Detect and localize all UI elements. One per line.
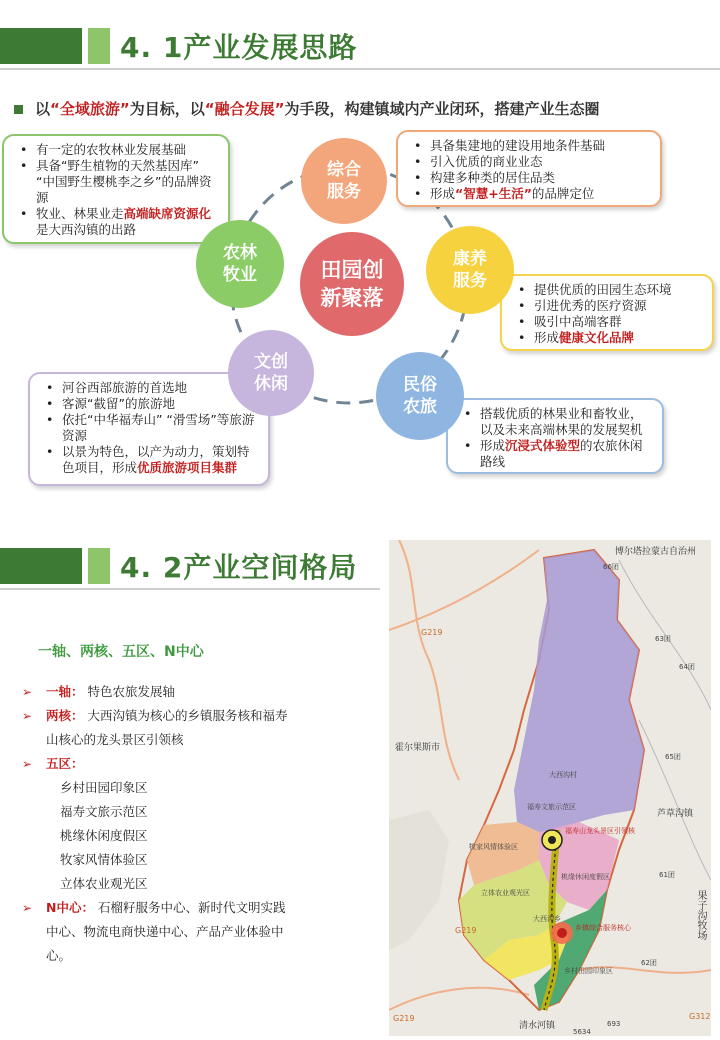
header-block-dark [0, 548, 82, 584]
map-label-horgos: 霍尔果斯市 [395, 743, 441, 753]
axis-row: ➢ 一轴： 特色农旅发展轴 [22, 680, 292, 704]
subtitle-highlight-2: “融合发展” [204, 100, 285, 118]
map-label-62tuan: 62团 [641, 959, 657, 967]
node-kangyang: 康养 服务 [426, 226, 514, 314]
zone-item: 立体农业观光区 [60, 876, 148, 891]
box-zonghe [396, 130, 662, 207]
zonghe-item-2: • 引入优质的商业业态 [412, 154, 650, 170]
map-label-g219-mid: G219 [455, 926, 477, 935]
zone-item: 桃缘休闲度假区 [60, 828, 148, 843]
section2-heading: 一轴、两核、五区、N中心 [38, 644, 204, 660]
map-label-g312: G312 [689, 1012, 711, 1021]
zone-item: 乡村田园印象区 [60, 780, 148, 795]
subtitle-text-2: 为目标，以 [129, 100, 205, 118]
node-minsu: 民俗 农旅 [376, 352, 464, 440]
map-label-5634: 5634 [573, 1028, 591, 1036]
zone-item: 牧家风情体验区 [60, 852, 148, 867]
map-label-g219-south: G219 [393, 1014, 415, 1023]
map-label-tianyuan: 乡村田园印象区 [564, 967, 613, 975]
box-kangyang [500, 274, 714, 351]
map-label-g219-north: G219 [421, 628, 443, 637]
map-label-bortala: 博尔塔拉蒙古自治州 [615, 547, 697, 557]
core-row: ➢ 两核： 大西沟镇为核心的乡镇服务核和福寿山核心的龙头景区引领核 [22, 704, 292, 752]
wenchuang-item-3: • 依托“中华福寿山” “滑雪场”等旅游资源 [44, 412, 258, 444]
map-label-guozigou: 果子沟牧场 [695, 890, 706, 940]
node-wenchuang: 文创 休闲 [228, 330, 314, 416]
arrow-bullet-icon: ➢ [22, 901, 33, 915]
wenchuang-item-4: • 以景为特色，以产为动力，策划特色项目，形成优质旅游项目集群 [44, 444, 258, 476]
map-label-693: 693 [607, 1020, 621, 1028]
map-label-64tuan: 64团 [679, 663, 695, 671]
center-row: ➢ N中心： 石榴籽服务中心、新时代文明实践中心、物流电商快递中心、产品产业体验中心。 [22, 896, 292, 968]
arrow-bullet-icon: ➢ [22, 709, 33, 723]
map-label-liti: 立体农业观光区 [481, 889, 530, 897]
map-label-fushou: 福寿文旅示范区 [527, 803, 576, 811]
spatial-structure-list [22, 680, 292, 968]
node-center: 田园创 新聚落 [300, 232, 404, 336]
map-label-61tuan: 61团 [659, 871, 675, 879]
nonglin-item-2: • 具备“野生植物的天然基因库” “中国野生樱桃李之乡”的品牌资源 [18, 158, 218, 206]
wenchuang-item-1: • 河谷西部旅游的首选地 [44, 380, 258, 396]
node-zonghe: 综合 服务 [301, 138, 387, 224]
minsu-item-1: • 搭载优质的林果业和畜牧业，以及未来高端林果的发展契机 [462, 406, 652, 438]
arrow-bullet-icon: ➢ [22, 757, 33, 771]
map-label-xiangzhen: 乡镇综合服务核心 [575, 924, 631, 932]
zone-row: ➢ 五区： [22, 752, 292, 776]
section2-title: 4. 2产业空间格局 [120, 551, 358, 584]
map-label-daxigou-village: 大西沟村 [549, 771, 577, 779]
zonghe-item-3: • 构建多种类的居住品类 [412, 170, 650, 186]
map-label-mujia: 牧家风情体验区 [469, 843, 518, 851]
map-label-65tuan: 65团 [665, 753, 681, 761]
node-nonglin: 农林 牧业 [196, 220, 284, 308]
map-label-63tuan: 63团 [655, 635, 671, 643]
kangyang-item-1: • 提供优质的田园生态环境 [516, 282, 702, 298]
zone-item: 福寿文旅示范区 [60, 804, 148, 819]
zonghe-item-1: • 具备集建地的建设用地条件基础 [412, 138, 650, 154]
map-label-lingtou: 福寿山龙头景区引领核 [565, 827, 635, 835]
section1-title: 4. 1产业发展思路 [120, 31, 358, 64]
map-label-66tuan: 66团 [603, 563, 619, 571]
kangyang-item-2: • 引进优秀的医疗资源 [516, 298, 702, 314]
map-label-qingshuihe: 清水河镇 [519, 1021, 556, 1031]
box-minsu [446, 398, 664, 474]
box-nonglin [2, 134, 230, 244]
zonghe-item-4: • 形成“智慧+生活”的品牌定位 [412, 186, 650, 202]
minsu-item-2: • 形成沉浸式体验型的农旅休闲路线 [462, 438, 652, 470]
kangyang-item-3: • 吸引中高端客群 [516, 314, 702, 330]
map-label-taoyuan: 桃缘休闲度假区 [561, 873, 610, 881]
header-divider [0, 588, 380, 590]
arrow-bullet-icon: ➢ [22, 685, 33, 699]
subtitle-highlight-1: “全域旅游” [50, 100, 130, 118]
kangyang-item-4: • 形成健康文化品牌 [516, 330, 702, 346]
map-label-lucaogou: 芦草沟镇 [657, 809, 694, 819]
industry-spatial-map [389, 540, 711, 1036]
nonglin-item-1: • 有一定的农牧林业发展基础 [18, 142, 218, 158]
subtitle-text-3: 为手段，构建镇域内产业闭环，搭建产业生态圈 [284, 100, 600, 118]
nonglin-item-3: • 牧业、林果业走高端缺席资源化是大西沟镇的出路 [18, 206, 218, 238]
subtitle-text-1: 以 [35, 100, 51, 118]
map-label-daxigou: 大西沟乡 [533, 915, 561, 923]
wenchuang-item-2: • 客源“截留”的旅游地 [44, 396, 258, 412]
header-block-light [88, 548, 110, 584]
